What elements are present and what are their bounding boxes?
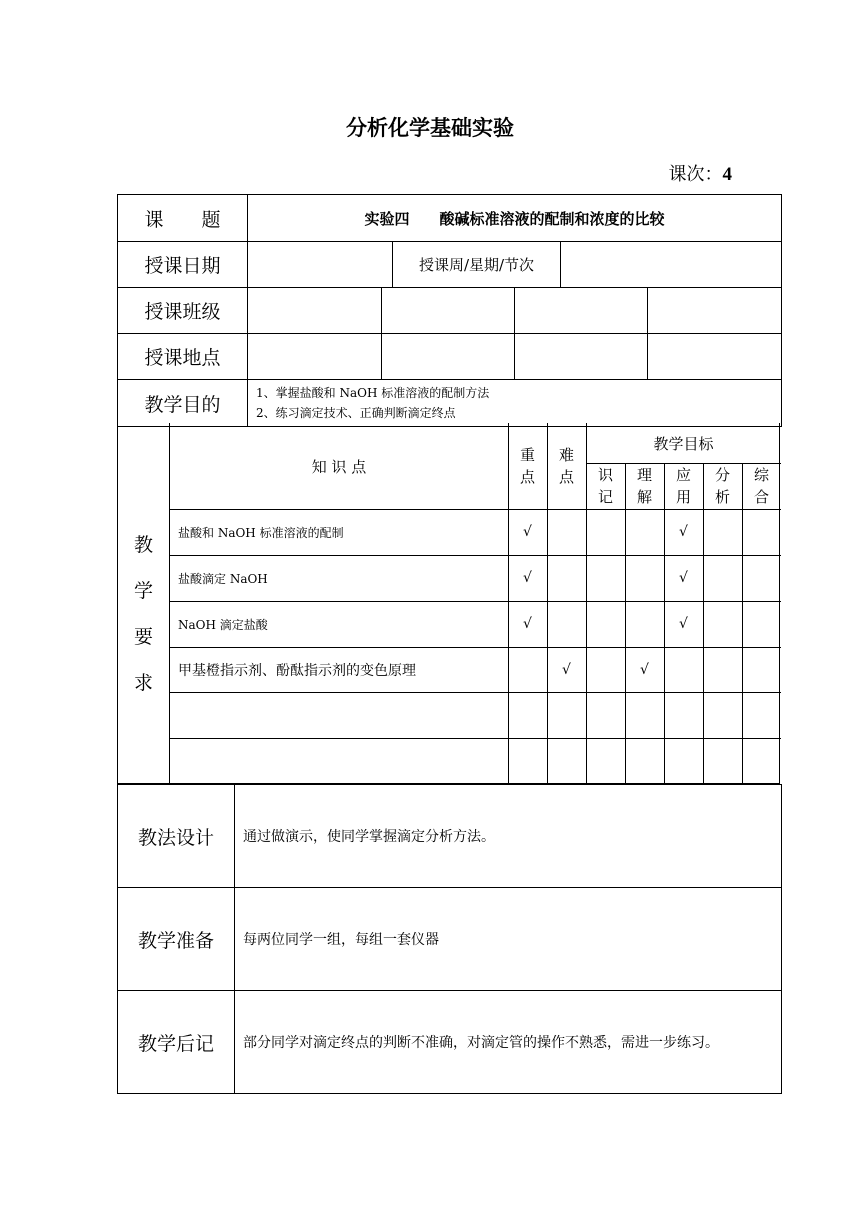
purpose-row	[118, 380, 781, 426]
topic-label: 课 题	[118, 195, 248, 241]
place-label: 授课地点	[118, 334, 248, 379]
header-table	[117, 194, 782, 427]
place-cell	[648, 334, 781, 379]
method-row	[118, 785, 781, 888]
date-label: 授课日期	[118, 242, 248, 287]
place-cell	[515, 334, 648, 379]
check-mark: √	[523, 570, 532, 586]
knowledge-point: 盐酸和 NaOH 标准溶液的配制	[178, 525, 344, 540]
notes-value: 部分同学对滴定终点的判断不准确，对滴定管的操作不熟悉，需进一步练习。	[243, 1035, 719, 1051]
key-header: 重 点	[519, 446, 535, 486]
purpose-line: 2、练习滴定技术、正确判断滴定终点	[256, 406, 456, 420]
check-mark: √	[562, 662, 571, 678]
class-cell	[248, 288, 382, 333]
topic-value: 实验四 酸碱标准溶液的配制和浓度的比较	[364, 209, 665, 228]
check-mark: √	[640, 662, 649, 678]
class-label: 授课班级	[118, 288, 248, 333]
lesson-number	[669, 160, 733, 186]
notes-label: 教学后记	[118, 991, 235, 1093]
class-row	[118, 288, 781, 334]
date-value	[248, 242, 393, 287]
week-label: 授课周/星期/节次	[393, 242, 561, 287]
check-mark: √	[679, 524, 688, 540]
class-cell	[515, 288, 648, 333]
goal-header: 教学目标	[653, 434, 714, 453]
purpose-label: 教学目的	[118, 380, 248, 426]
knowledge-point: NaOH 滴定盐酸	[178, 617, 268, 632]
goal-col-memorize: 识 记	[597, 466, 613, 506]
requirements-side-label: 教 学 要 求	[118, 423, 170, 784]
class-cell	[648, 288, 781, 333]
goal-col-apply: 应 用	[675, 466, 691, 506]
check-mark: √	[523, 616, 532, 632]
prep-label: 教学准备	[118, 888, 235, 990]
requirements-table	[117, 423, 780, 784]
method-value: 通过做演示，使同学掌握滴定分析方法。	[243, 829, 495, 845]
lesson-label: 课次：	[668, 164, 723, 185]
footer-table	[117, 784, 782, 1094]
knowledge-point: 盐酸滴定 NaOH	[178, 571, 268, 586]
page-title: 分析化学基础实验	[346, 116, 514, 140]
difficult-header: 难 点	[558, 446, 574, 486]
purpose-value	[248, 380, 781, 426]
method-label: 教法设计	[118, 785, 235, 887]
prep-row	[118, 888, 781, 991]
check-mark: √	[523, 524, 532, 540]
knowledge-header: 知 识 点	[311, 457, 367, 476]
knowledge-point	[170, 692, 508, 738]
goal-col-analyze: 分 析	[714, 466, 730, 506]
goal-col-understand: 理 解	[636, 466, 652, 506]
check-mark: √	[679, 570, 688, 586]
place-row	[118, 334, 781, 380]
class-cell	[382, 288, 515, 333]
purpose-line: 1、掌握盐酸和 NaOH 标准溶液的配制方法	[256, 386, 490, 400]
lesson-value: 4	[722, 164, 732, 185]
place-cell	[248, 334, 382, 379]
prep-value: 每两位同学一组，每组一套仪器	[243, 932, 439, 948]
check-mark: √	[679, 616, 688, 632]
date-row	[118, 242, 781, 288]
topic-row	[118, 195, 781, 242]
place-cell	[382, 334, 515, 379]
week-value	[561, 242, 781, 287]
notes-row	[118, 991, 781, 1093]
goal-col-synthesize: 综 合	[753, 466, 769, 506]
knowledge-point	[170, 738, 508, 784]
knowledge-point: 甲基橙指示剂、酚酞指示剂的变色原理	[178, 663, 416, 679]
